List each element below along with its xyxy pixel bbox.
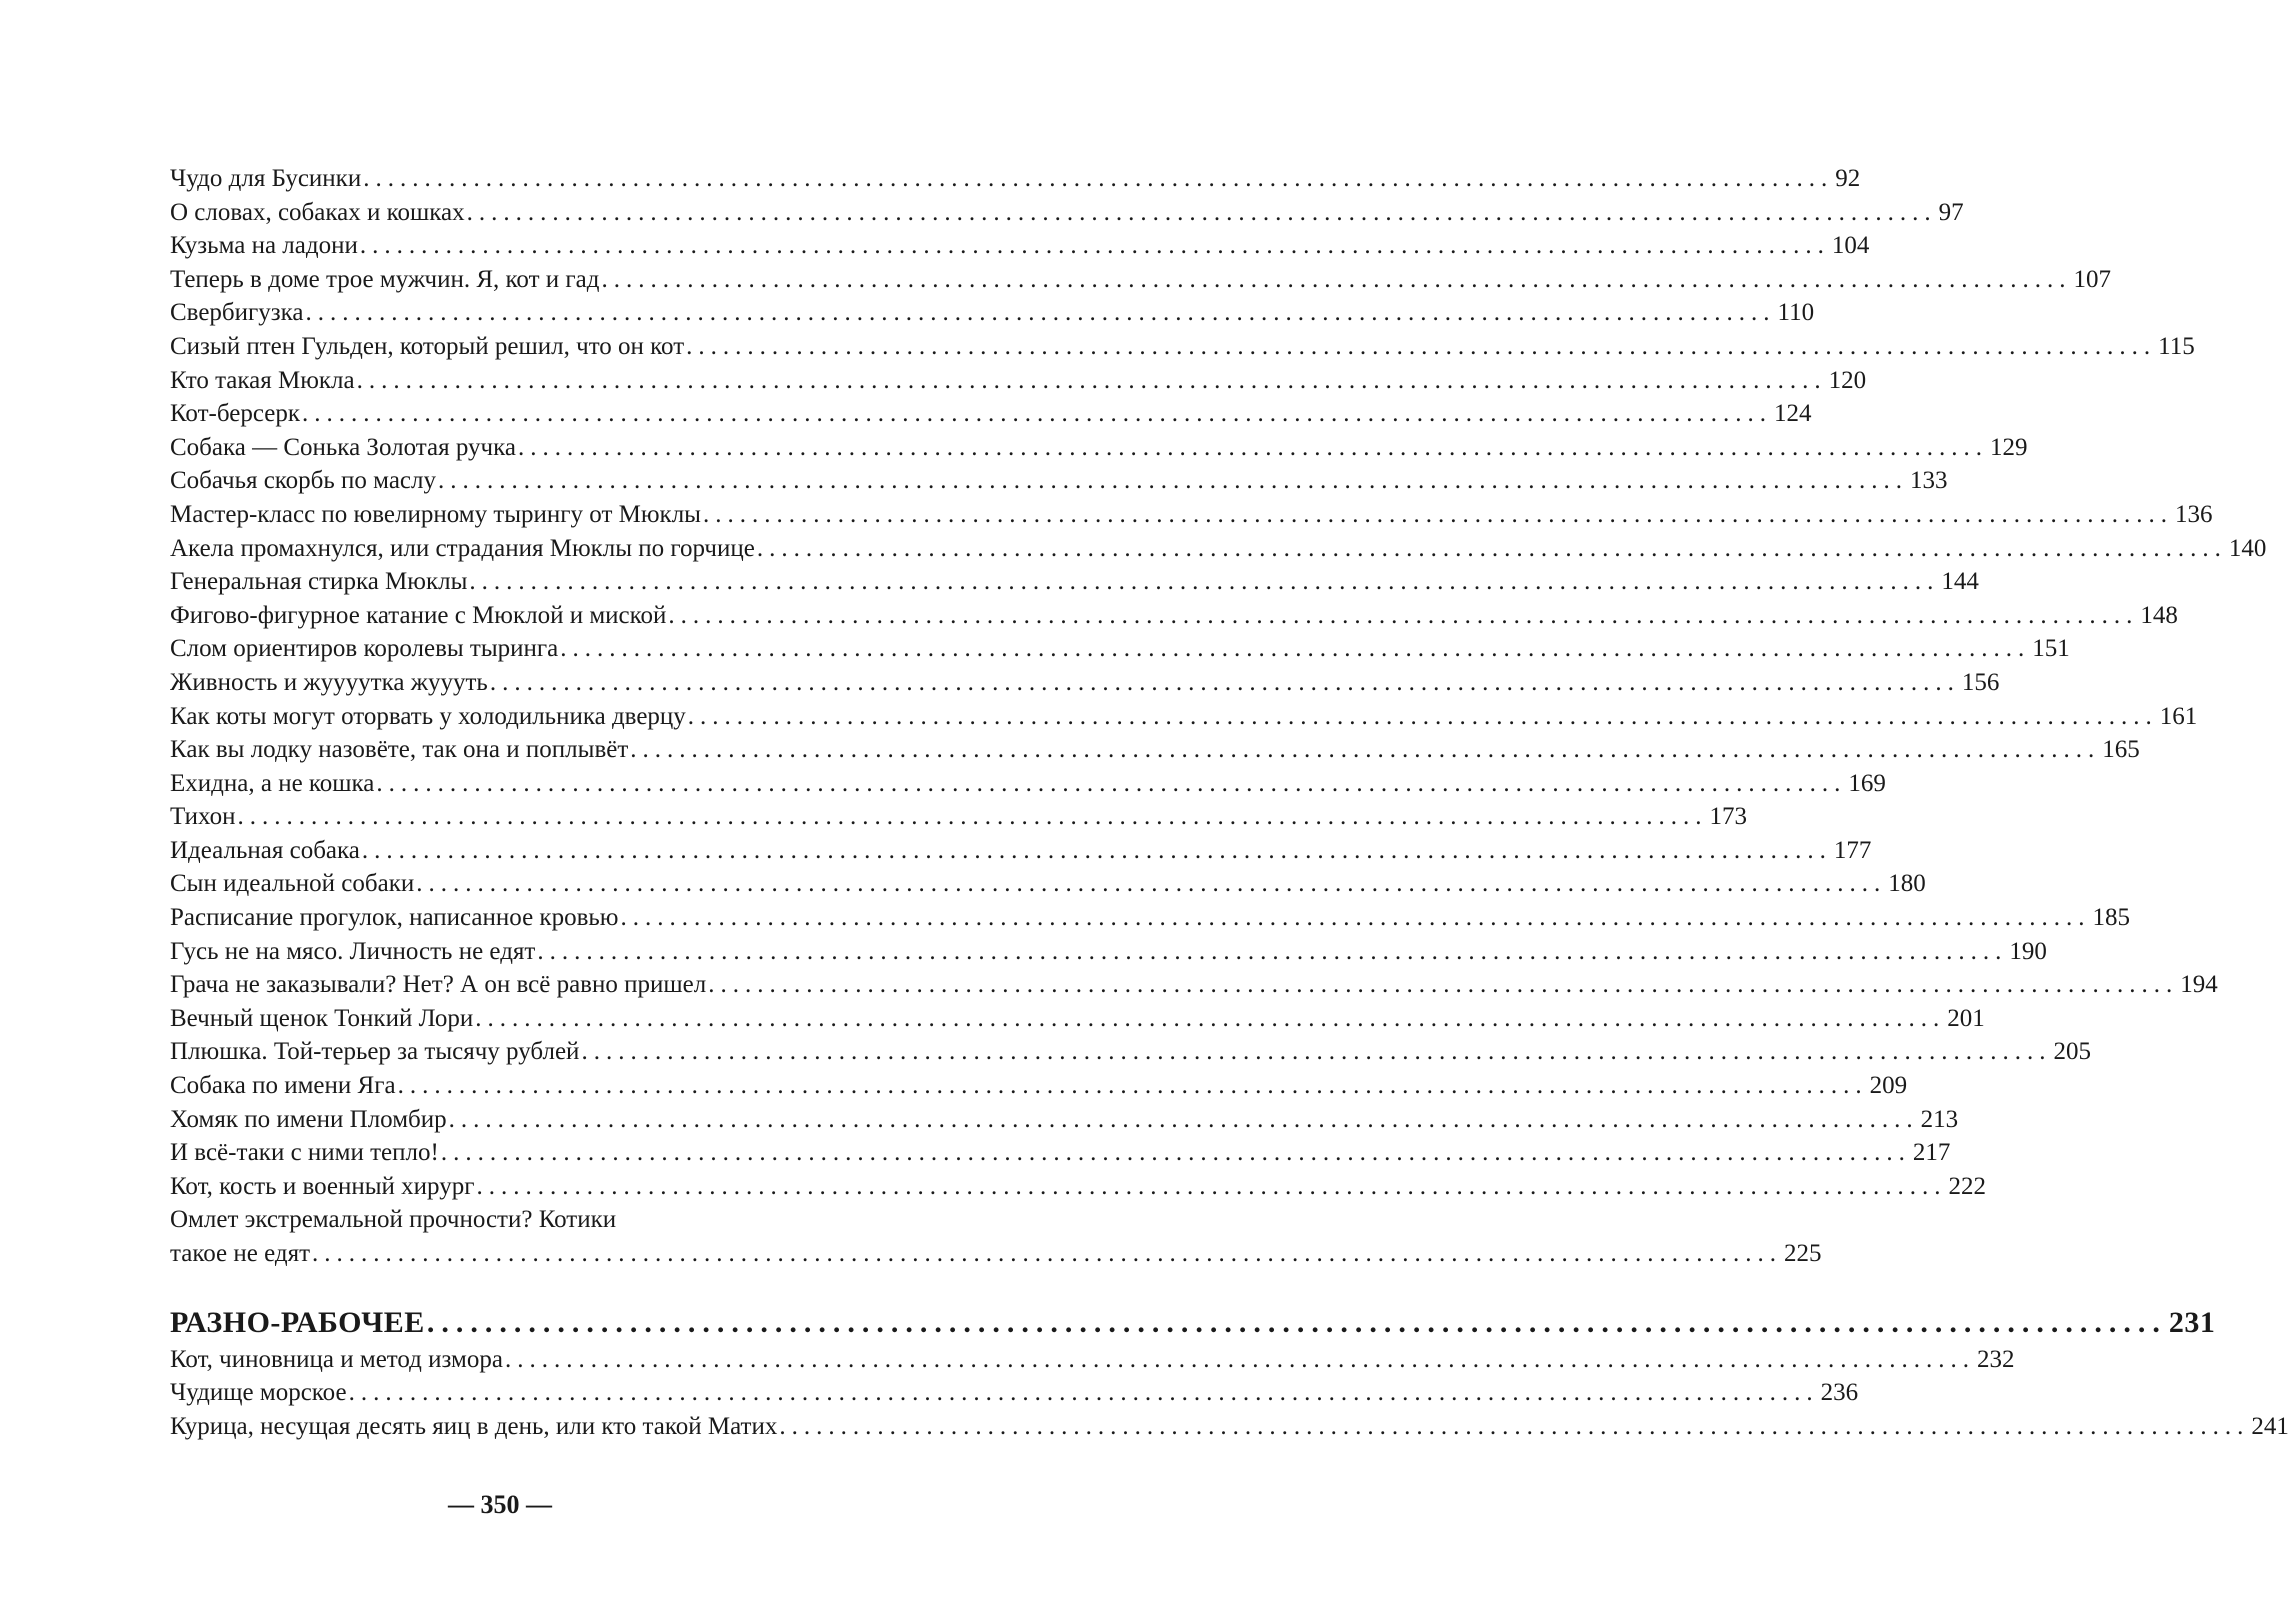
dot-leader: ........................................................................................................................: [581, 1038, 2052, 1066]
dot-leader: ........................................................................................................................: [630, 736, 2101, 764]
toc-entry: [170, 1103, 1959, 1137]
toc-entry-title: Чудо для Бусинки: [170, 165, 362, 192]
dot-leader: ........................................................................................................................: [708, 971, 2179, 999]
section-spacer: [170, 1271, 874, 1303]
dot-leader: ........................................................................................................................: [448, 1105, 1919, 1133]
toc-entry: [170, 1170, 1986, 1204]
toc-entry-page: 136: [2174, 500, 2213, 528]
dot-leader: ........................................................................................................................: [348, 1379, 1819, 1407]
toc-entry: [170, 968, 2218, 1002]
dot-leader: ........................................................................................................................: [237, 803, 1708, 831]
toc-entry-page: 148: [2140, 601, 2178, 629]
dot-leader: ........................................................................................................................: [686, 332, 2157, 360]
toc-entry-page: 156: [1961, 668, 2000, 696]
toc-entry: [170, 431, 2028, 465]
toc-entry-title: Собака по имени Яга: [170, 1072, 396, 1100]
dot-leader: ........................................................................................................................: [438, 467, 1909, 495]
toc-entry-page: 169: [1848, 769, 1886, 797]
section-page: 231: [2168, 1305, 2216, 1339]
toc-entry-page: 97: [1938, 198, 1964, 226]
toc-entry-title: Расписание прогулок, написанное кровью: [170, 904, 619, 932]
toc-entries-list: [170, 162, 2267, 1203]
toc-entry: [170, 464, 1948, 498]
toc-entry-title: Слом ориентиров королевы тыринга: [170, 635, 559, 663]
toc-entry: [170, 767, 1886, 801]
dot-leader: ........................................................................................................................: [397, 1072, 1868, 1100]
dot-leader: ........................................................................................................................: [560, 635, 2031, 663]
toc-entry-title: Плюшка. Той-терьер за тысячу рублей: [170, 1038, 580, 1066]
toc-entry-title: Идеальная собака: [170, 836, 360, 864]
toc-entry-title: Кот, кость и военный хирург: [170, 1172, 475, 1200]
dot-leader: ........................................................................................................................: [756, 534, 2227, 562]
toc-entry-page: 232: [1976, 1345, 2015, 1373]
toc-entry-title: Кот-берсерк: [170, 400, 300, 428]
toc-entry-title: Чудище морское: [170, 1379, 347, 1407]
toc-entry-title: И всё-таки с ними тепло!: [170, 1139, 439, 1167]
toc-entry-page: 104: [1831, 232, 1870, 260]
toc-entry-title: Фигово-фигурное катание с Мюклой и миской: [170, 601, 667, 629]
toc-entry-title: Грача не заказывали? Нет? А он всё равно пришел: [170, 971, 707, 999]
toc-entry-page: 129: [1989, 433, 2028, 461]
toc-entry-title: Омлет экстремальной прочности? Котики: [170, 1206, 617, 1234]
toc-entry-page: 144: [1941, 568, 1979, 596]
toc-entry-title: Сын идеальной собаки: [170, 870, 415, 898]
toc-entry-title: Генеральная стирка Мюклы: [170, 568, 468, 596]
toc-entry-page: 110: [1777, 299, 1815, 327]
toc-entry-page: 120: [1828, 366, 1867, 394]
toc-entry-page: 92: [1835, 165, 1861, 192]
toc-entry-page: 225: [1784, 1240, 1822, 1267]
toc-entry: [170, 800, 1747, 834]
toc-entry-title: Собака — Сонька Золотая ручка: [170, 433, 516, 461]
toc-entry-title: Тихон: [170, 803, 236, 831]
toc-entry: [170, 834, 1872, 868]
dot-leader: ........................................................................................................................: [301, 400, 1772, 428]
toc-entry-page: 180: [1888, 870, 1926, 898]
toc-entry-title: Гусь не на мясо. Личность не едят: [170, 937, 536, 965]
toc-entry-page: 185: [2092, 904, 2130, 932]
toc-entry-page: 213: [1920, 1105, 1959, 1133]
toc-entry: [170, 1136, 1951, 1170]
toc-entry: [170, 700, 2198, 734]
toc-entry-page: 190: [2009, 937, 2047, 965]
toc-entry-page: 115: [2158, 332, 2195, 360]
toc-entry-page: 205: [2053, 1038, 2091, 1066]
toc-entry-title: Живность и жуууутка жуууть: [170, 668, 488, 696]
toc-entry: [170, 498, 2213, 532]
dot-leader: ........................................................................................................................: [620, 904, 2091, 932]
dot-leader: ........................................................................................................................: [702, 500, 2173, 528]
toc-entry-title: Кто такая Мюкла: [170, 366, 355, 394]
toc-entry: [170, 229, 1870, 263]
toc-entry: [170, 901, 2130, 935]
toc-entry: [170, 1002, 1985, 1036]
toc-entry: [170, 162, 1861, 196]
toc-entry: [170, 296, 1815, 330]
section-title: РАЗНО-РАБОЧЕЕ: [170, 1305, 425, 1339]
dot-leader: ........................................................................................................................: [312, 1240, 1782, 1267]
toc-entry: [170, 1035, 2091, 1069]
toc-entry-page: 236: [1820, 1379, 1859, 1407]
dot-leader: ........................................................................................................................: [356, 366, 1827, 394]
toc-entry: [170, 1376, 1859, 1410]
toc-entry: [170, 935, 2047, 969]
dot-leader: ........................................................................................................................: [440, 1139, 1911, 1167]
toc-entry: [170, 632, 2070, 666]
toc-entry: [170, 330, 2195, 364]
toc-entry: [170, 364, 1867, 398]
toc-entry: [170, 565, 1979, 599]
toc-entry-title: Ехидна, а не кошка: [170, 769, 375, 797]
toc-entry-title: Кузьма на ладони: [170, 232, 358, 260]
page-number: — 350 —: [448, 1490, 552, 1519]
dot-leader: ........................................................................................................................: [687, 702, 2158, 730]
dot-leader: ........................................................................................................................: [517, 433, 1988, 461]
toc-entry-title: Курица, несущая десять яиц в день, или кто такой Матих: [170, 1412, 778, 1440]
dot-leader: ........................................................................................................................: [475, 1004, 1946, 1032]
toc-entry-page: 241: [2251, 1412, 2289, 1440]
toc-entry-page: 209: [1869, 1072, 1908, 1100]
toc-entry: [170, 599, 2178, 633]
dot-leader: ........................................................................................................................: [376, 769, 1847, 797]
toc-entry-title: Акела промахнулся, или страдания Мюклы по горчице: [170, 534, 755, 562]
toc-entry-page: 133: [1910, 467, 1948, 495]
toc-entry: [170, 532, 2267, 566]
dot-leader: ........................................................................................................................: [363, 165, 1834, 192]
toc-entry-title: Собачья скорбь по маслу: [170, 467, 437, 495]
toc-entry-split-first-line: [170, 1203, 874, 1237]
toc-entry: [170, 1069, 1908, 1103]
dot-leader: ........................................................................................................................: [476, 1172, 1947, 1200]
toc-entry-title: Мастер-класс по ювелирному тырингу от Мюклы: [170, 500, 701, 528]
toc-entry-page: 177: [1833, 836, 1872, 864]
dot-leader: ........................................................................................................................: [359, 232, 1830, 260]
dot-leader: ........................................................................................................................: [466, 198, 1937, 226]
toc-entry: [170, 1343, 2015, 1377]
toc-entry-page: 217: [1912, 1139, 1951, 1167]
toc-entry: [170, 666, 2000, 700]
dot-leader: ........................................................................................................................: [779, 1412, 2250, 1440]
toc-entry: [170, 1410, 2289, 1444]
toc-entry: [170, 263, 2111, 297]
toc-entry-title: Как коты могут оторвать у холодильника дверцу: [170, 702, 686, 730]
dot-leader: ........................................................................................................................: [504, 1345, 1975, 1373]
table-of-contents: [170, 162, 2289, 1443]
toc-entry-page: 161: [2159, 702, 2198, 730]
dot-leader: ........................................................................................................................: [668, 601, 2139, 629]
toc-entry: [170, 733, 2140, 767]
toc-entry-title: Вечный щенок Тонкий Лори: [170, 1004, 474, 1032]
toc-entry: [170, 867, 1926, 901]
toc-entry-page: 151: [2032, 635, 2070, 663]
toc-entry-page: 201: [1947, 1004, 1985, 1032]
toc-entry-page: 194: [2180, 971, 2218, 999]
toc-entry-title: Теперь в доме трое мужчин. Я, кот и гад: [170, 265, 600, 293]
dot-leader: ........................................................................................................................: [416, 870, 1887, 898]
toc-entry-page: 173: [1709, 803, 1747, 831]
toc-entry-title: О словах, собаках и кошках: [170, 198, 465, 226]
toc-entry-split-second-line: [170, 1237, 1822, 1271]
toc-entry-title: Свербигузка: [170, 299, 304, 327]
toc-entry-page: 107: [2073, 265, 2111, 293]
toc-section-entries-list: [170, 1343, 2289, 1444]
dot-leader: ........................................................................................................................: [305, 299, 1776, 327]
dot-leader: ........................................................................................................................: [361, 836, 1832, 864]
dot-leader: ........................................................................................................................: [489, 668, 1960, 696]
dot-leader: ........................................................................................................................: [537, 937, 2008, 965]
toc-entry-title: такое не едят: [170, 1240, 310, 1267]
toc-entry-page: 140: [2228, 534, 2267, 562]
toc-entry-title: Кот, чиновница и метод измора: [170, 1345, 503, 1373]
toc-entry-title: Как вы лодку назовёте, так она и поплывёт: [170, 736, 629, 764]
dot-leader: ........................................................................................................................: [601, 265, 2072, 293]
toc-entry-page: 222: [1948, 1172, 1986, 1200]
toc-entry-page: 165: [2102, 736, 2140, 764]
toc-entry: [170, 196, 1964, 230]
dot-leader: ........................................................................................................................: [426, 1305, 2167, 1339]
toc-entry: [170, 397, 1812, 431]
toc-entry-page: 124: [1773, 400, 1812, 428]
toc-entry-title: Сизый птен Гульден, который решил, что он кот: [170, 332, 685, 360]
toc-entry-title: Хомяк по имени Пломбир: [170, 1105, 447, 1133]
dot-leader: ........................................................................................................................: [469, 568, 1940, 596]
toc-section-heading: [170, 1303, 2216, 1343]
